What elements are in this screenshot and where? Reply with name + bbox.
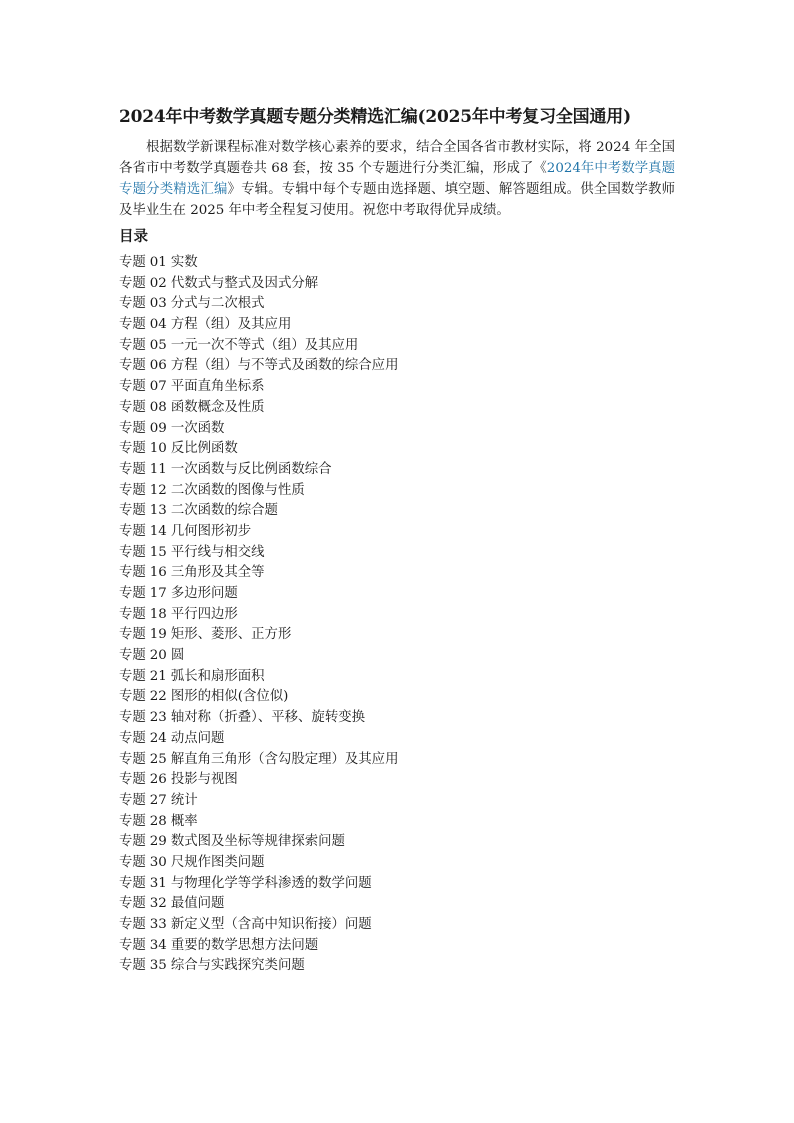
toc-item-number: 35 <box>149 958 167 974</box>
toc-item[interactable] <box>119 625 398 646</box>
toc-item-number: 01 <box>149 255 167 270</box>
toc-item-number: 32 <box>149 896 167 912</box>
toc-item[interactable] <box>119 874 398 895</box>
toc-item[interactable] <box>119 522 398 543</box>
toc-item-number: 14 <box>149 523 167 539</box>
toc-item-prefix: 专题 <box>119 379 146 395</box>
toc-item-title: 一次函数与反比例函数综合 <box>170 461 332 477</box>
toc-item[interactable] <box>119 315 398 336</box>
toc-item-prefix: 专题 <box>119 523 146 539</box>
toc-item-prefix: 专题 <box>119 648 146 664</box>
toc-item-number: 10 <box>149 441 167 457</box>
toc-item[interactable] <box>119 667 398 688</box>
toc-item-title: 综合与实践探究类问题 <box>170 958 305 974</box>
toc-item-title: 轴对称（折叠）、平移、旋转变换 <box>170 710 365 726</box>
toc-item-prefix: 专题 <box>119 296 146 312</box>
toc-item[interactable] <box>119 481 398 502</box>
toc-item-number: 15 <box>149 544 167 560</box>
toc-item-title: 函数概念及性质 <box>170 399 265 415</box>
toc-item-number: 12 <box>149 482 167 498</box>
toc-item[interactable] <box>119 356 398 377</box>
toc-item[interactable] <box>119 460 398 481</box>
toc-item-prefix: 专题 <box>119 834 146 850</box>
toc-item[interactable] <box>119 501 398 522</box>
toc-item-title: 分式与二次根式 <box>170 296 265 312</box>
toc-item[interactable] <box>119 915 398 936</box>
toc-item-title: 平行四边形 <box>170 606 238 622</box>
toc-item-prefix: 专题 <box>119 854 146 870</box>
toc-item[interactable] <box>119 729 398 750</box>
toc-item-title: 重要的数学思想方法问题 <box>170 937 319 953</box>
toc-item-prefix: 专题 <box>119 317 146 333</box>
toc-item-title: 尺规作图类问题 <box>170 854 265 870</box>
table-of-contents <box>119 253 398 977</box>
toc-item[interactable] <box>119 791 398 812</box>
toc-item-title: 平行线与相交线 <box>170 544 265 560</box>
toc-item-number: 17 <box>149 586 167 601</box>
toc-item[interactable] <box>119 770 398 791</box>
toc-item-title: 几何图形初步 <box>170 523 252 539</box>
toc-item-prefix: 专题 <box>119 792 146 808</box>
toc-item-prefix: 专题 <box>119 606 146 622</box>
toc-item-prefix: 专题 <box>119 544 146 560</box>
toc-item[interactable] <box>119 750 398 771</box>
toc-item-prefix: 专题 <box>119 937 146 953</box>
toc-item-prefix: 专题 <box>119 730 146 746</box>
toc-item[interactable] <box>119 253 398 274</box>
toc-item[interactable] <box>119 274 398 295</box>
toc-item-number: 24 <box>149 730 167 746</box>
toc-item-prefix: 专题 <box>119 668 146 684</box>
toc-item[interactable] <box>119 439 398 460</box>
toc-heading: 目录 <box>119 228 148 245</box>
toc-item-number: 06 <box>149 358 167 374</box>
toc-item-prefix: 专题 <box>119 689 146 705</box>
toc-item-title: 一元一次不等式（组）及其应用 <box>170 337 359 353</box>
toc-item[interactable] <box>119 956 398 977</box>
toc-item[interactable] <box>119 894 398 915</box>
toc-item-title: 方程（组）及其应用 <box>170 317 292 333</box>
intro-paragraph <box>119 137 675 221</box>
toc-item-prefix: 专题 <box>119 482 146 498</box>
toc-item-number: 03 <box>149 296 167 312</box>
toc-item-prefix: 专题 <box>119 399 146 415</box>
toc-item-title: 二次函数的综合题 <box>170 503 278 519</box>
toc-item-title: 动点问题 <box>170 730 225 746</box>
toc-item-number: 22 <box>149 689 167 705</box>
toc-item-number: 31 <box>149 875 167 891</box>
toc-item-number: 02 <box>149 275 167 291</box>
toc-item-number: 30 <box>149 854 167 870</box>
toc-item-prefix: 专题 <box>119 337 146 353</box>
toc-item[interactable] <box>119 936 398 957</box>
toc-item[interactable] <box>119 336 398 357</box>
toc-item-prefix: 专题 <box>119 751 146 767</box>
toc-item-title: 平面直角坐标系 <box>170 379 265 395</box>
toc-item-number: 25 <box>149 751 167 767</box>
document-title: 2024年中考数学真题专题分类精选汇编(2025年中考复习全国通用) <box>119 107 631 127</box>
toc-item-number: 26 <box>149 772 167 788</box>
toc-item-title: 多边形问题 <box>170 586 238 601</box>
toc-item[interactable] <box>119 853 398 874</box>
toc-item-prefix: 专题 <box>119 255 146 270</box>
toc-item-number: 11 <box>149 461 167 477</box>
toc-item-title: 弧长和扇形面积 <box>170 668 265 684</box>
toc-item[interactable] <box>119 708 398 729</box>
toc-item-prefix: 专题 <box>119 917 146 932</box>
toc-item-prefix: 专题 <box>119 710 146 726</box>
toc-item-number: 28 <box>149 813 167 829</box>
toc-item-number: 27 <box>149 792 167 808</box>
toc-item-prefix: 专题 <box>119 461 146 477</box>
toc-item-number: 13 <box>149 503 167 519</box>
toc-item-number: 09 <box>149 420 167 436</box>
toc-item[interactable] <box>119 646 398 667</box>
toc-item-prefix: 专题 <box>119 958 146 974</box>
toc-item-title: 反比例函数 <box>170 441 238 457</box>
toc-item-number: 33 <box>149 917 167 932</box>
toc-item-number: 19 <box>149 627 167 643</box>
toc-item-number: 04 <box>149 317 167 333</box>
toc-item-number: 21 <box>149 668 167 684</box>
toc-item-number: 20 <box>149 648 167 664</box>
toc-item-prefix: 专题 <box>119 358 146 374</box>
collection-link[interactable]: 2024年中考数学真题专题分类精选汇编 <box>119 161 675 197</box>
toc-item-number: 08 <box>149 399 167 415</box>
toc-item[interactable] <box>119 584 398 605</box>
toc-item-title: 投影与视图 <box>170 772 238 788</box>
toc-item-title: 图形的相似(含位似) <box>170 689 289 705</box>
toc-item-number: 07 <box>149 379 167 395</box>
toc-item-prefix: 专题 <box>119 627 146 643</box>
toc-item-title: 与物理化学等学科渗透的数学问题 <box>170 875 372 891</box>
toc-item-title: 圆 <box>170 648 185 664</box>
toc-item-title: 三角形及其全等 <box>170 565 265 581</box>
toc-item-prefix: 专题 <box>119 772 146 788</box>
toc-item[interactable] <box>119 377 398 398</box>
intro-text-before: 根据数学新课程标准对数学核心素养的要求，结合全国各省市教材实际，将 2024 年全国各省市中考数学真题卷共 68 套，按 35 个专题进行分类汇编，形成了《 <box>119 140 675 176</box>
toc-item-prefix: 专题 <box>119 896 146 912</box>
toc-item-title: 统计 <box>170 792 198 808</box>
toc-item[interactable] <box>119 543 398 564</box>
toc-item[interactable] <box>119 563 398 584</box>
intro-text-after: 》专辑。专辑中每个专题由选择题、填空题、解答题组成。供全国数学教师及毕业生在 2025 年中考全程复习使用。祝您中考取得优异成绩。 <box>119 182 676 218</box>
toc-item[interactable] <box>119 419 398 440</box>
toc-item[interactable] <box>119 832 398 853</box>
toc-item-prefix: 专题 <box>119 875 146 891</box>
toc-item-title: 一次函数 <box>170 420 225 436</box>
toc-item-title: 方程（组）与不等式及函数的综合应用 <box>170 358 399 374</box>
toc-item-title: 实数 <box>170 255 198 270</box>
toc-item-prefix: 专题 <box>119 813 146 829</box>
toc-item-title: 代数式与整式及因式分解 <box>170 275 319 291</box>
toc-item[interactable] <box>119 605 398 626</box>
toc-item-prefix: 专题 <box>119 441 146 457</box>
toc-item[interactable] <box>119 812 398 833</box>
toc-item-number: 05 <box>149 337 167 353</box>
toc-item-number: 29 <box>149 834 167 850</box>
toc-item[interactable] <box>119 687 398 708</box>
toc-item-number: 23 <box>149 710 167 726</box>
toc-item-title: 解直角三角形（含勾股定理）及其应用 <box>170 751 399 767</box>
toc-item-prefix: 专题 <box>119 586 146 601</box>
toc-item-title: 概率 <box>170 813 198 829</box>
toc-item-number: 34 <box>149 937 167 953</box>
toc-item-prefix: 专题 <box>119 275 146 291</box>
toc-item-title: 矩形、菱形、正方形 <box>170 627 292 643</box>
toc-item-number: 18 <box>149 606 167 622</box>
toc-item[interactable] <box>119 294 398 315</box>
toc-item-title: 数式图及坐标等规律探索问题 <box>170 834 345 850</box>
toc-item-title: 二次函数的图像与性质 <box>170 482 305 498</box>
toc-item-prefix: 专题 <box>119 565 146 581</box>
toc-item-prefix: 专题 <box>119 420 146 436</box>
toc-item[interactable] <box>119 398 398 419</box>
toc-item-number: 16 <box>149 565 167 581</box>
toc-item-title: 新定义型（含高中知识衔接）问题 <box>170 917 372 932</box>
toc-item-title: 最值问题 <box>170 896 225 912</box>
toc-item-prefix: 专题 <box>119 503 146 519</box>
